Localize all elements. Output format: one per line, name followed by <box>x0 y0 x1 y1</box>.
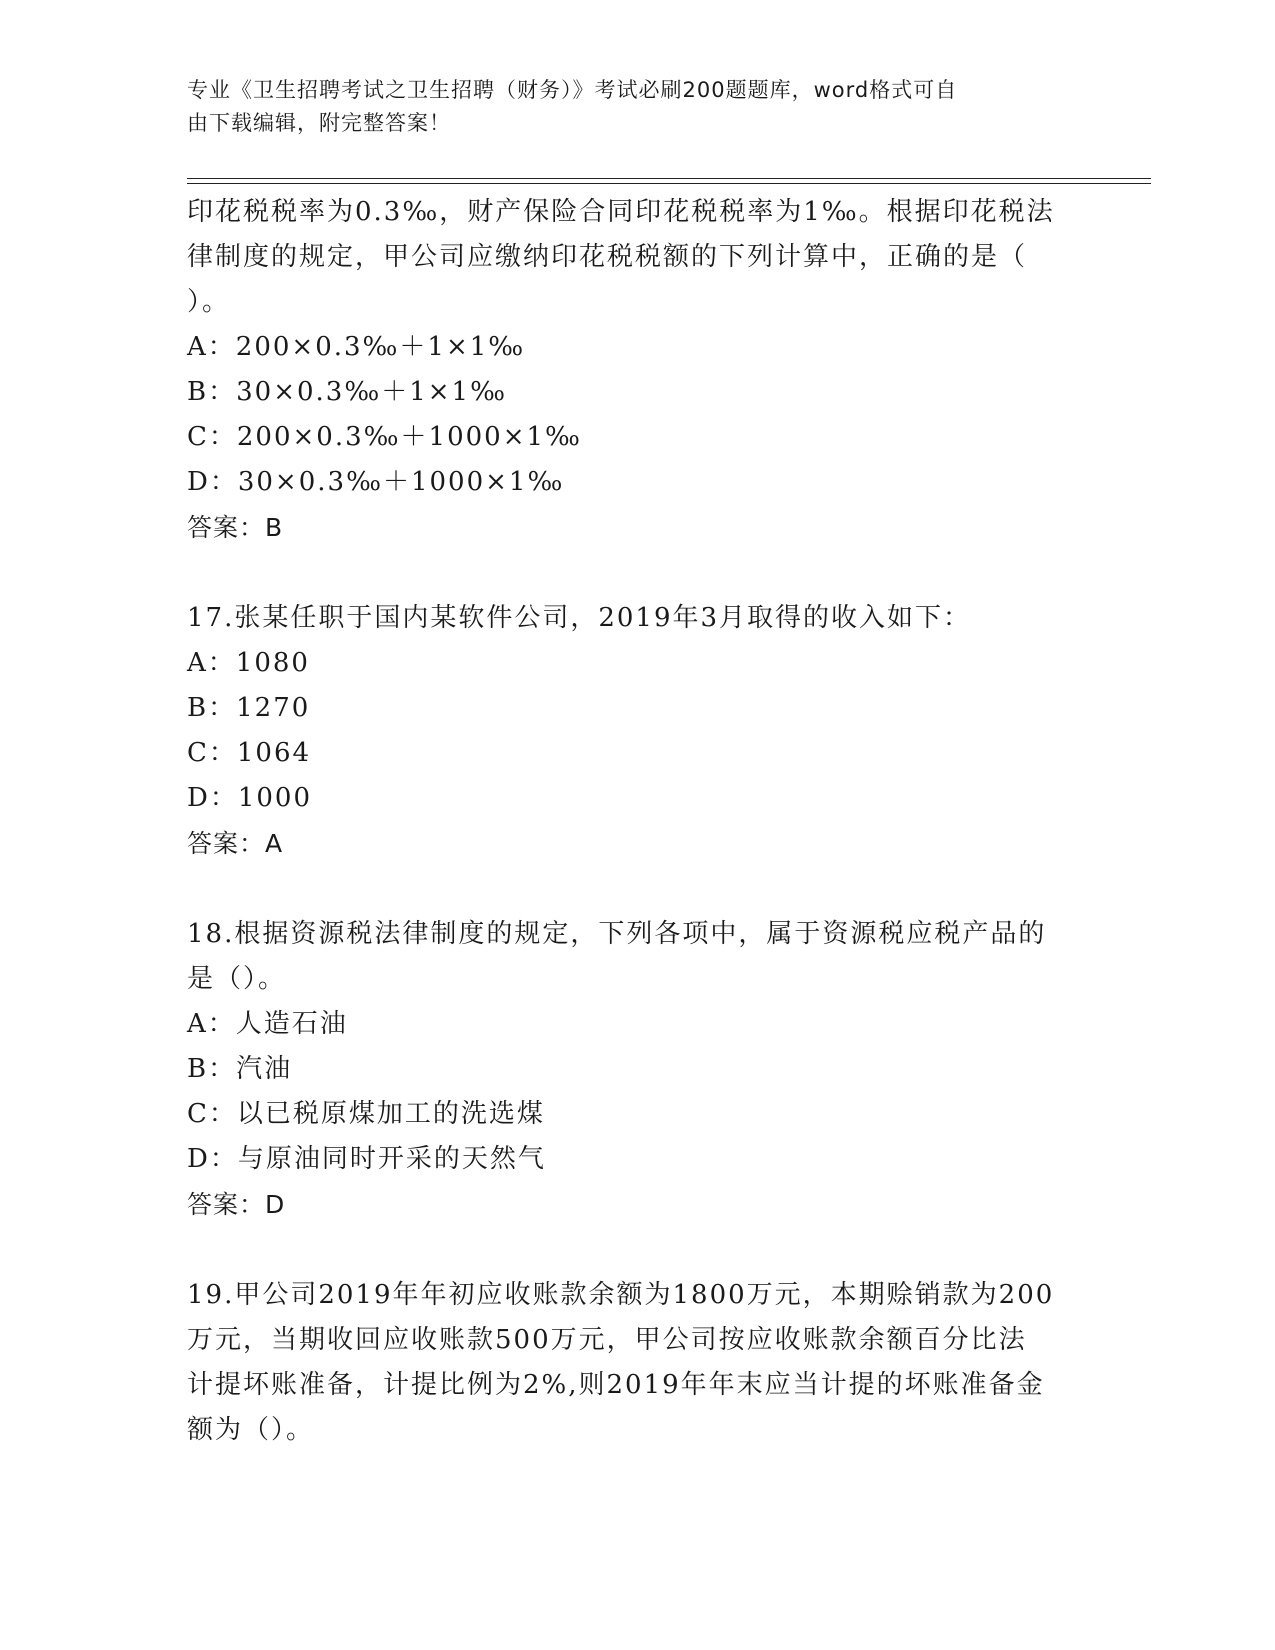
option-b: B：1270 <box>187 693 311 723</box>
document-body <box>187 190 1067 1453</box>
option-d: D：30×0.3‰＋1000×1‰ <box>187 467 565 497</box>
question-spacer <box>187 1227 1067 1273</box>
option-d: D：1000 <box>187 783 313 813</box>
option-a: A：1080 <box>187 648 310 678</box>
option-a: A：人造石油 <box>187 1009 348 1039</box>
answer: 答案：A <box>187 829 284 858</box>
question-text-line: 18.根据资源税法律制度的规定，下列各项中，属于资源税应税产品的 <box>187 919 1047 949</box>
question-16 <box>187 190 1067 550</box>
question-text-line: 额为（）。 <box>187 1415 315 1445</box>
option-d: D：与原油同时开采的天然气 <box>187 1144 546 1174</box>
document-header <box>187 74 1067 140</box>
question-text-line: 是（）。 <box>187 964 287 994</box>
question-text-line: 计提坏账准备，计提比例为2%,则2019年年末应当计提的坏账准备金 <box>187 1370 1045 1400</box>
answer: 答案：D <box>187 1190 286 1219</box>
question-text-line: 印花税税率为0.3‰，财产保险合同印花税税率为1‰。根据印花税法 <box>187 197 1055 227</box>
option-a: A：200×0.3‰＋1×1‰ <box>187 332 526 362</box>
header-line-2: 由下载编辑，附完整答案！ <box>187 111 451 135</box>
header-divider-bottom <box>187 183 1151 184</box>
option-b: B：30×0.3‰＋1×1‰ <box>187 377 507 407</box>
header-divider-top <box>187 178 1151 179</box>
question-18 <box>187 912 1067 1227</box>
question-text-line: 17.张某任职于国内某软件公司，2019年3月取得的收入如下： <box>187 603 972 633</box>
option-c: C：200×0.3‰＋1000×1‰ <box>187 422 582 452</box>
option-b: B：汽油 <box>187 1054 293 1084</box>
question-spacer <box>187 550 1067 596</box>
header-line-1: 专业《卫生招聘考试之卫生招聘（财务）》考试必刷200题题库，word格式可自 <box>187 78 958 102</box>
option-c: C：以已税原煤加工的洗选煤 <box>187 1099 545 1129</box>
question-19 <box>187 1273 1067 1453</box>
option-c: C：1064 <box>187 738 312 768</box>
question-text-line: 19.甲公司2019年年初应收账款余额为1800万元，本期赊销款为200 <box>187 1280 1055 1310</box>
question-text-line: 万元，当期收回应收账款500万元，甲公司按应收账款余额百分比法 <box>187 1325 1027 1355</box>
question-17 <box>187 596 1067 866</box>
question-spacer <box>187 866 1067 912</box>
question-text-line: 律制度的规定，甲公司应缴纳印花税税额的下列计算中，正确的是（ <box>187 242 1028 272</box>
question-text-line: ）。 <box>187 287 231 317</box>
answer: 答案：B <box>187 513 284 542</box>
